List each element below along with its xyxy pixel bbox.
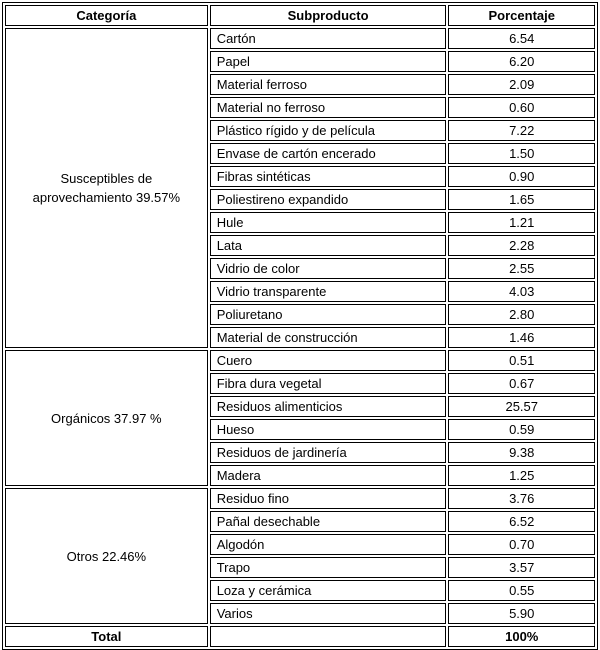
percentage-cell: 0.67 xyxy=(448,373,595,394)
subproduct-cell: Cartón xyxy=(210,28,447,49)
header-subproducto: Subproducto xyxy=(210,5,447,26)
subproduct-cell: Poliuretano xyxy=(210,304,447,325)
subproduct-cell: Poliestireno expandido xyxy=(210,189,447,210)
percentage-cell: 0.55 xyxy=(448,580,595,601)
subproduct-cell: Hueso xyxy=(210,419,447,440)
subproduct-cell: Material no ferroso xyxy=(210,97,447,118)
percentage-cell: 0.51 xyxy=(448,350,595,371)
percentage-cell: 1.25 xyxy=(448,465,595,486)
total-label: Total xyxy=(5,626,208,647)
category-cell: Otros 22.46% xyxy=(5,488,208,624)
category-cell: Orgánicos 37.97 % xyxy=(5,350,208,486)
percentage-cell: 4.03 xyxy=(448,281,595,302)
table-row xyxy=(5,488,595,509)
percentage-cell: 0.90 xyxy=(448,166,595,187)
percentage-cell: 25.57 xyxy=(448,396,595,417)
total-subproducto xyxy=(210,626,447,647)
subproduct-cell: Lata xyxy=(210,235,447,256)
percentage-cell: 0.70 xyxy=(448,534,595,555)
table-body xyxy=(5,28,595,624)
percentage-cell: 1.46 xyxy=(448,327,595,348)
subproduct-cell: Madera xyxy=(210,465,447,486)
header-porcentaje: Porcentaje xyxy=(448,5,595,26)
percentage-cell: 0.59 xyxy=(448,419,595,440)
subproduct-cell: Loza y cerámica xyxy=(210,580,447,601)
subproduct-cell: Varios xyxy=(210,603,447,624)
subproduct-cell: Fibra dura vegetal xyxy=(210,373,447,394)
subproduct-cell: Material de construcción xyxy=(210,327,447,348)
percentage-cell: 7.22 xyxy=(448,120,595,141)
percentage-cell: 9.38 xyxy=(448,442,595,463)
subproduct-cell: Envase de cartón encerado xyxy=(210,143,447,164)
percentage-cell: 6.54 xyxy=(448,28,595,49)
header-row xyxy=(5,5,595,26)
percentage-cell: 6.52 xyxy=(448,511,595,532)
subproduct-cell: Vidrio transparente xyxy=(210,281,447,302)
percentage-cell: 0.60 xyxy=(448,97,595,118)
waste-composition-table xyxy=(2,2,598,650)
percentage-cell: 3.57 xyxy=(448,557,595,578)
subproduct-cell: Papel xyxy=(210,51,447,72)
percentage-cell: 1.65 xyxy=(448,189,595,210)
subproduct-cell: Vidrio de color xyxy=(210,258,447,279)
percentage-cell: 2.09 xyxy=(448,74,595,95)
subproduct-cell: Algodón xyxy=(210,534,447,555)
total-row xyxy=(5,626,595,647)
subproduct-cell: Residuos de jardinería xyxy=(210,442,447,463)
total-value: 100% xyxy=(448,626,595,647)
subproduct-cell: Cuero xyxy=(210,350,447,371)
percentage-cell: 2.28 xyxy=(448,235,595,256)
table-row xyxy=(5,350,595,371)
subproduct-cell: Residuo fino xyxy=(210,488,447,509)
subproduct-cell: Hule xyxy=(210,212,447,233)
percentage-cell: 2.55 xyxy=(448,258,595,279)
percentage-cell: 6.20 xyxy=(448,51,595,72)
subproduct-cell: Fibras sintéticas xyxy=(210,166,447,187)
category-cell: Susceptibles de aprovechamiento 39.57% xyxy=(5,28,208,348)
header-categoria: Categoría xyxy=(5,5,208,26)
subproduct-cell: Trapo xyxy=(210,557,447,578)
waste-composition-table-container xyxy=(2,2,598,647)
percentage-cell: 5.90 xyxy=(448,603,595,624)
subproduct-cell: Plástico rígido y de película xyxy=(210,120,447,141)
percentage-cell: 1.50 xyxy=(448,143,595,164)
table-row xyxy=(5,28,595,49)
percentage-cell: 2.80 xyxy=(448,304,595,325)
percentage-cell: 1.21 xyxy=(448,212,595,233)
subproduct-cell: Material ferroso xyxy=(210,74,447,95)
subproduct-cell: Pañal desechable xyxy=(210,511,447,532)
percentage-cell: 3.76 xyxy=(448,488,595,509)
subproduct-cell: Residuos alimenticios xyxy=(210,396,447,417)
